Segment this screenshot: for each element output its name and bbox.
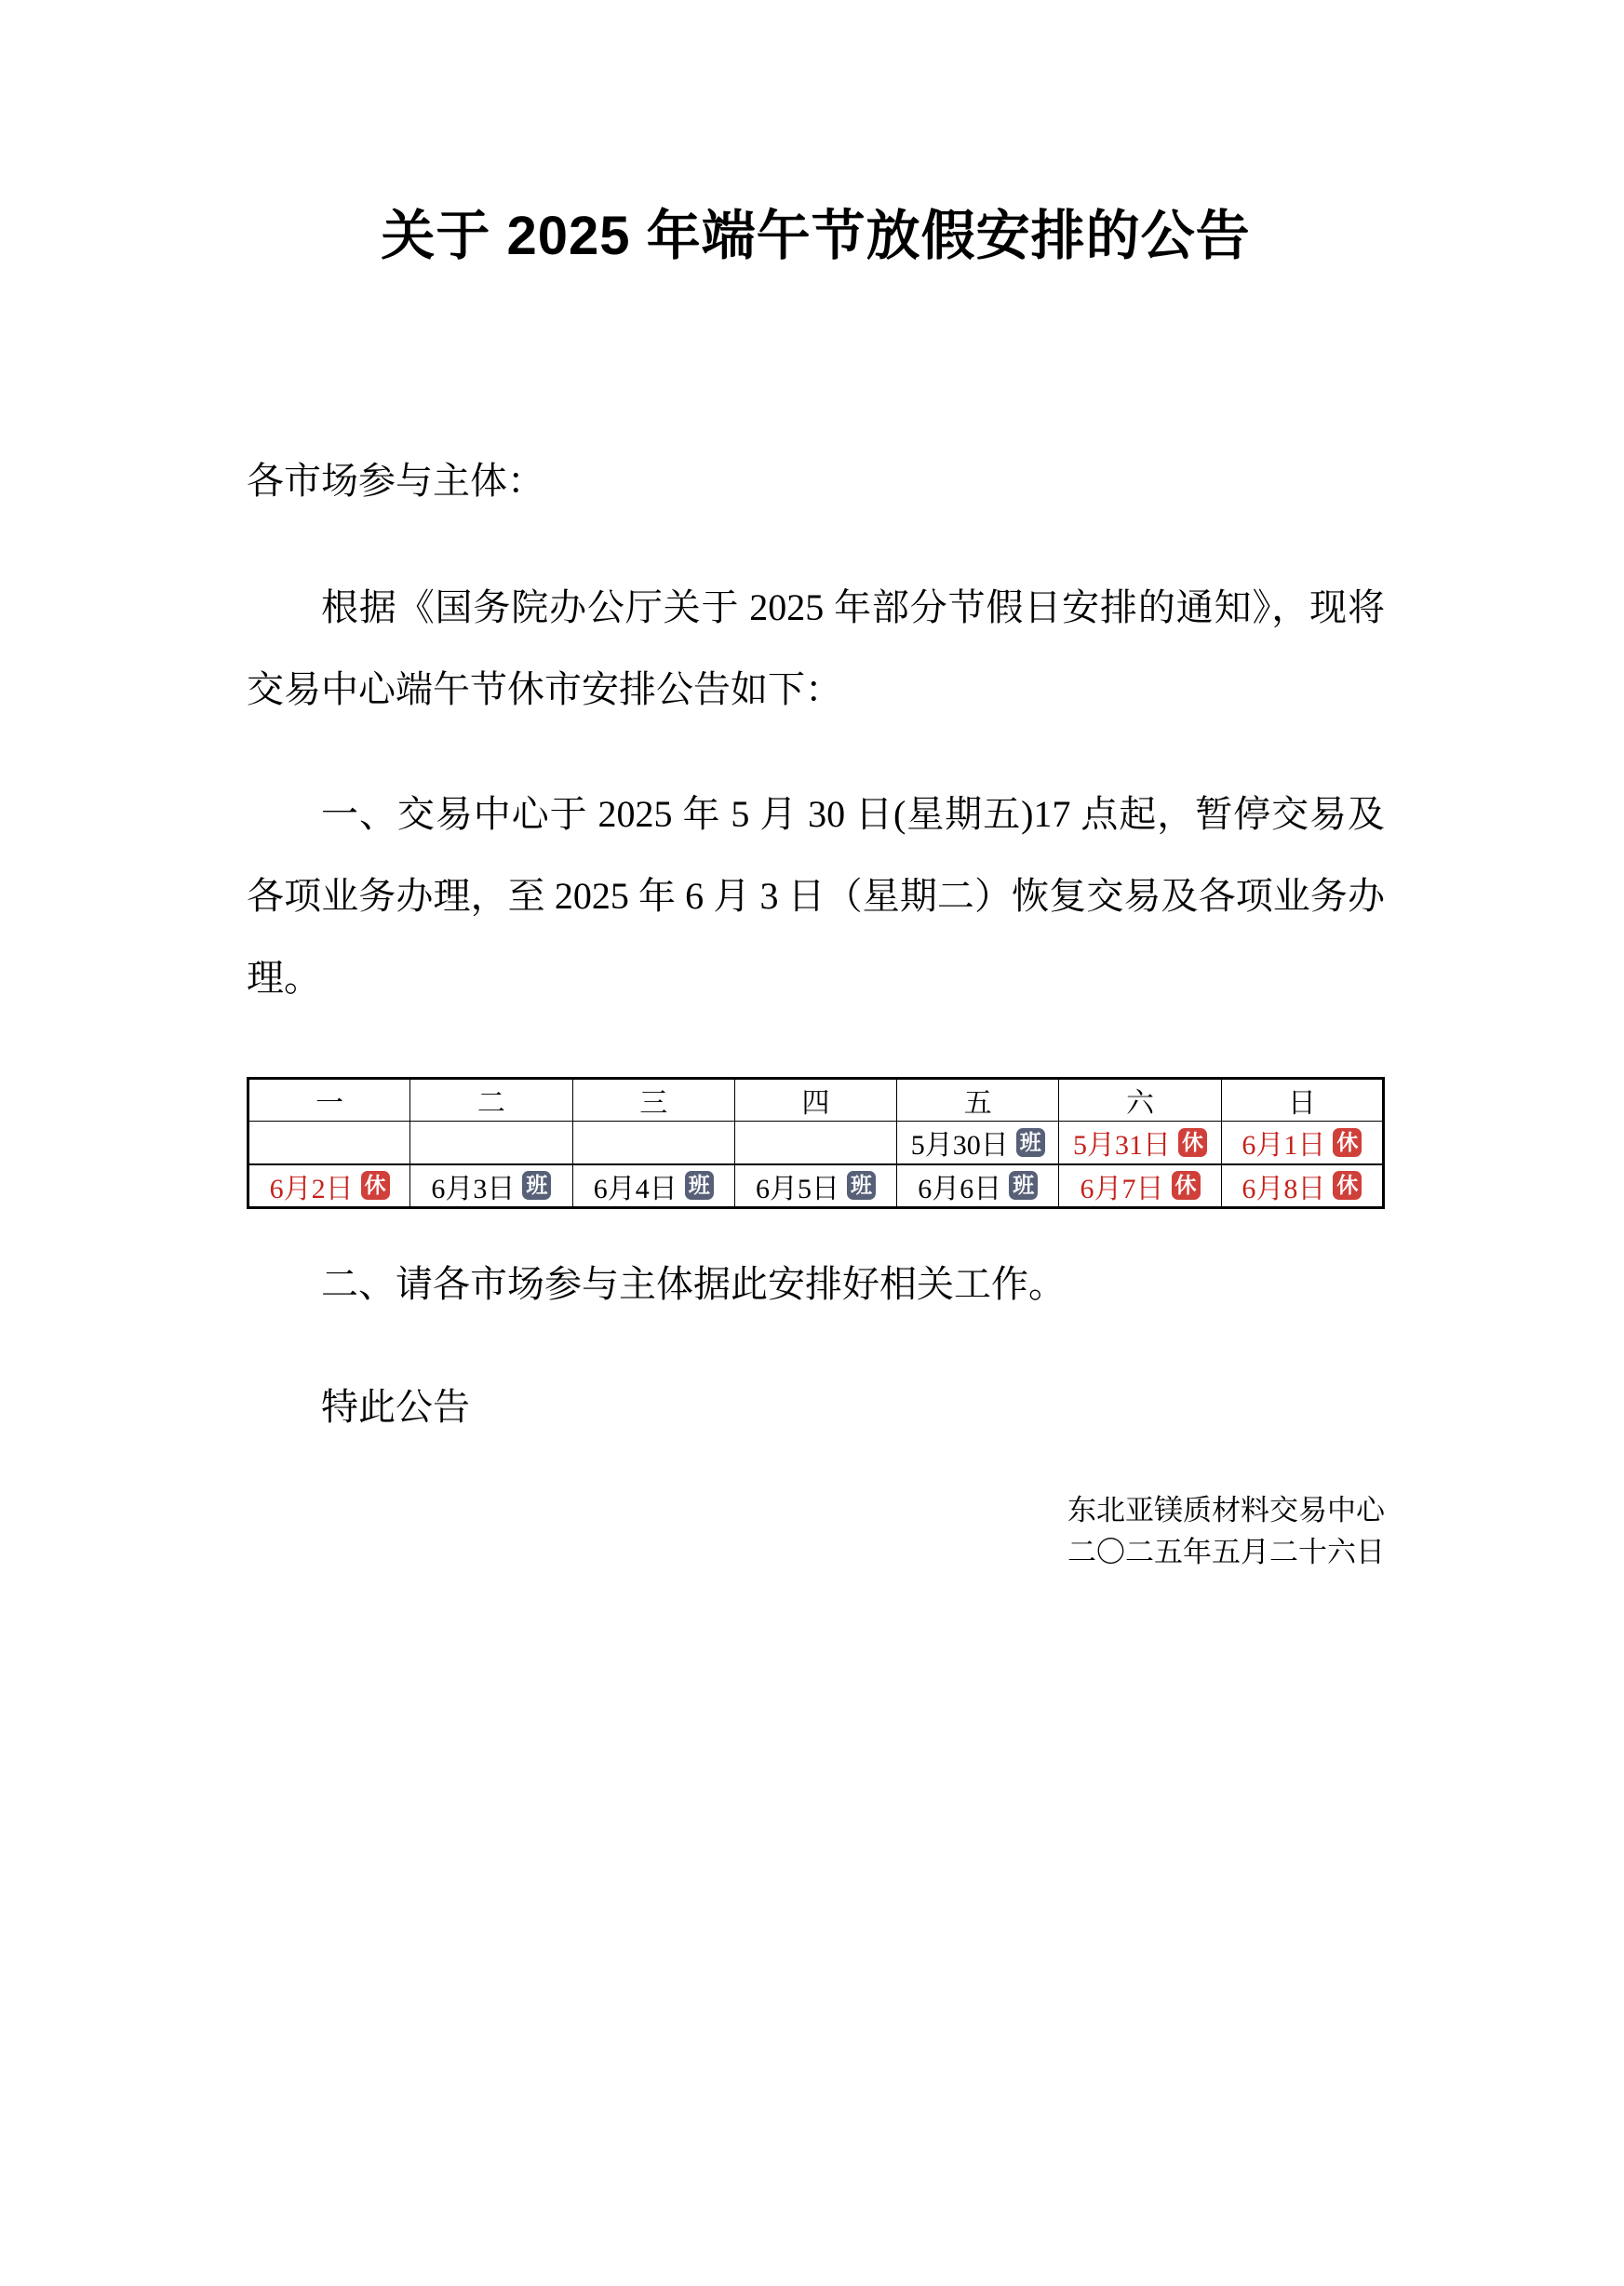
calendar-date-label: 6月7日 bbox=[1080, 1173, 1164, 1204]
work-day-badge: 班 bbox=[522, 1171, 551, 1200]
calendar-date-label: 6月1日 bbox=[1241, 1130, 1326, 1162]
calendar-cell bbox=[897, 1164, 1059, 1208]
salutation-line: 各市场参与主体： bbox=[247, 460, 544, 502]
signature-block bbox=[247, 1489, 1385, 1573]
calendar-week-row bbox=[248, 1164, 1384, 1208]
rest-day-badge: 休 bbox=[1178, 1128, 1207, 1157]
calendar-date-label: 6月8日 bbox=[1241, 1173, 1326, 1204]
calendar-weekday-header: 六 bbox=[1059, 1079, 1221, 1122]
closing-line: 特此公告 bbox=[321, 1385, 470, 1428]
rest-day-badge: 休 bbox=[361, 1171, 390, 1200]
calendar-weekday-header: 四 bbox=[734, 1079, 896, 1122]
calendar-cell bbox=[734, 1164, 896, 1208]
calendar-header-row bbox=[248, 1079, 1384, 1122]
rest-day-badge: 休 bbox=[1172, 1171, 1201, 1200]
calendar-cell bbox=[1059, 1164, 1221, 1208]
calendar-cell bbox=[1059, 1122, 1221, 1164]
calendar-body bbox=[248, 1122, 1384, 1208]
work-day-badge: 班 bbox=[847, 1171, 876, 1200]
work-day-badge: 班 bbox=[1009, 1171, 1038, 1200]
rest-day-badge: 休 bbox=[1333, 1128, 1362, 1157]
calendar-cell bbox=[1221, 1164, 1383, 1208]
signature-org: 东北亚镁质材料交易中心 bbox=[1067, 1493, 1385, 1526]
calendar-date-label: 6月2日 bbox=[269, 1173, 354, 1204]
calendar-cell bbox=[897, 1122, 1059, 1164]
calendar-cell bbox=[734, 1122, 896, 1164]
calendar-date-label: 5月31日 bbox=[1073, 1130, 1172, 1162]
calendar-weekday-header: 日 bbox=[1221, 1079, 1383, 1122]
calendar-cell bbox=[572, 1164, 734, 1208]
calendar-weekday-header: 三 bbox=[572, 1079, 734, 1122]
calendar-cell bbox=[410, 1164, 572, 1208]
calendar-date-label: 6月5日 bbox=[755, 1173, 839, 1204]
calendar-date-label: 5月30日 bbox=[910, 1130, 1009, 1162]
calendar-weekday-header: 二 bbox=[410, 1079, 572, 1122]
paragraph-item-2: 二、请各市场参与主体据此安排好相关工作。 bbox=[321, 1262, 1066, 1305]
paragraph-item-1: 一、交易中心于 2025 年 5 月 30 日(星期五)17 点起，暂停交易及各项业务办理，至 2025 年 6 月 3 日（星期二）恢复交易及各项业务办理。 bbox=[247, 793, 1385, 999]
paragraph-intro: 根据《国务院办公厅关于 2025 年部分节假日安排的通知》，现将交易中心端午节休市安排公告如下： bbox=[247, 586, 1385, 710]
page-title: 关于 2025 年端午节放假安排的公告 bbox=[381, 206, 1251, 266]
calendar-weekday-header: 五 bbox=[897, 1079, 1059, 1122]
signature-date: 二〇二五年五月二十六日 bbox=[1067, 1535, 1385, 1568]
calendar-header bbox=[248, 1079, 1384, 1122]
work-day-badge: 班 bbox=[1016, 1128, 1045, 1157]
work-day-badge: 班 bbox=[685, 1171, 714, 1200]
calendar-cell bbox=[410, 1122, 572, 1164]
calendar-table bbox=[247, 1077, 1385, 1209]
calendar-cell bbox=[248, 1122, 410, 1164]
calendar-date-label: 6月4日 bbox=[593, 1173, 678, 1204]
calendar-week-row bbox=[248, 1122, 1384, 1164]
calendar-cell bbox=[248, 1164, 410, 1208]
calendar-date-label: 6月3日 bbox=[431, 1173, 516, 1204]
rest-day-badge: 休 bbox=[1333, 1171, 1362, 1200]
calendar-weekday-header: 一 bbox=[248, 1079, 410, 1122]
calendar-cell bbox=[572, 1122, 734, 1164]
calendar-date-label: 6月6日 bbox=[918, 1173, 1002, 1204]
calendar-cell bbox=[1221, 1122, 1383, 1164]
